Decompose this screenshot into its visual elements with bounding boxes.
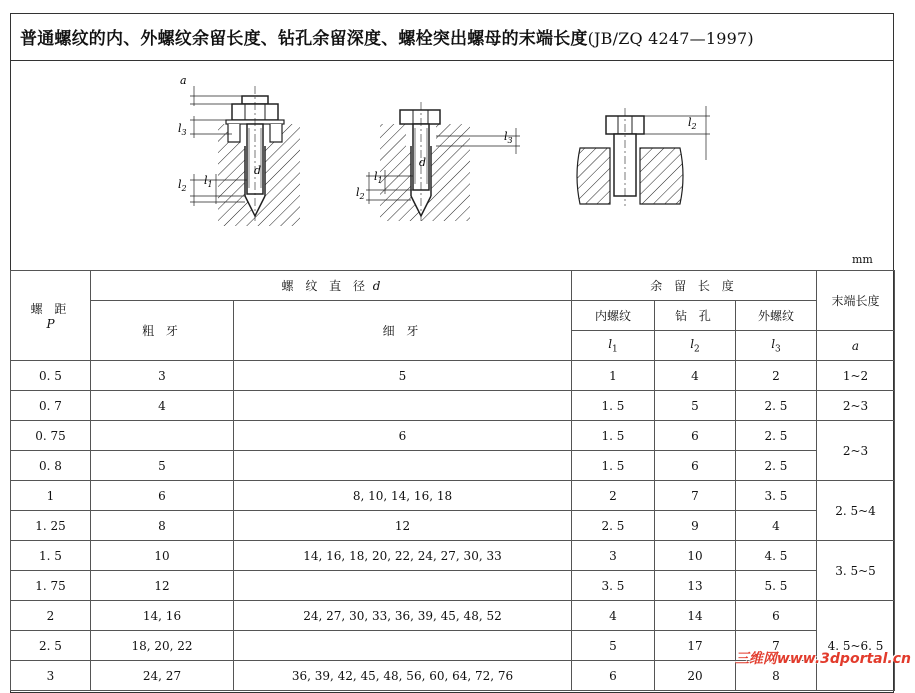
- label-l1-fig2: $l_1$: [374, 170, 383, 185]
- cell-fine: [234, 571, 572, 601]
- cell-l1: 6: [572, 661, 655, 691]
- table-row: [11, 601, 895, 631]
- cell-fine: 36, 39, 42, 45, 48, 56, 60, 64, 72, 76: [234, 661, 572, 691]
- cell-l2: 13: [655, 571, 736, 601]
- cell-l1: 1. 5: [572, 391, 655, 421]
- cell-coarse: 18, 20, 22: [91, 631, 234, 661]
- cell-l2: 10: [655, 541, 736, 571]
- cell-l1: 2: [572, 481, 655, 511]
- site-watermark: 三维网www.3dportal.cn: [734, 651, 911, 667]
- cell-l3: 2. 5: [736, 451, 817, 481]
- cell-pitch: 1. 5: [11, 541, 91, 571]
- cell-fine: [234, 391, 572, 421]
- cell-coarse: 14, 16: [91, 601, 234, 631]
- cell-fine: 6: [234, 421, 572, 451]
- header-l3: $l_3$: [736, 331, 817, 361]
- table-row: [11, 421, 895, 451]
- table-row: [11, 451, 895, 481]
- cell-l2: 9: [655, 511, 736, 541]
- cell-fine: 14, 16, 18, 20, 22, 24, 27, 30, 33: [234, 541, 572, 571]
- label-l2-fig3: $l_2$: [688, 116, 697, 131]
- label-l3-fig2: $l_3$: [504, 130, 513, 145]
- cell-pitch: 0. 5: [11, 361, 91, 391]
- cell-l1: 4: [572, 601, 655, 631]
- header-coarse: 粗 牙: [91, 301, 234, 361]
- label-a: a: [180, 76, 187, 87]
- header-row-2: [11, 301, 895, 331]
- cell-pitch: 0. 7: [11, 391, 91, 421]
- title-standard: (JB/ZQ 4247—1997): [587, 29, 754, 48]
- cell-l3: 6: [736, 601, 817, 631]
- cell-coarse: 3: [91, 361, 234, 391]
- header-drill: 钻 孔: [655, 301, 736, 331]
- cell-l1: 1. 5: [572, 451, 655, 481]
- cell-coarse: [91, 421, 234, 451]
- label-l2-fig1: $l_2$: [178, 178, 187, 193]
- figure-bolt-protrusion: [577, 106, 710, 206]
- cell-l1: 1: [572, 361, 655, 391]
- label-l1-fig1: $l_1$: [204, 174, 213, 189]
- title-divider: [10, 60, 894, 61]
- cell-pitch: 3: [11, 661, 91, 691]
- header-diameter: 螺 纹 直 径 d: [91, 271, 572, 301]
- header-remain-length: 余 留 长 度: [572, 271, 817, 301]
- label-d-fig1: d: [254, 164, 262, 177]
- header-a: a: [817, 331, 895, 361]
- cell-pitch: 0. 75: [11, 421, 91, 451]
- cell-pitch: 1. 25: [11, 511, 91, 541]
- cell-l3: 4: [736, 511, 817, 541]
- header-fine: 细 牙: [234, 301, 572, 361]
- cell-l3: 5. 5: [736, 571, 817, 601]
- header-l2: $l_2$: [655, 331, 736, 361]
- figure-screw-in-tapped-hole: [356, 102, 520, 221]
- cell-coarse: 4: [91, 391, 234, 421]
- cell-a: 2. 5~4: [817, 481, 895, 541]
- cell-fine: 12: [234, 511, 572, 541]
- title-main: 普通螺纹的内、外螺纹余留长度、钻孔余留深度、螺栓突出螺母的末端长度: [20, 29, 588, 49]
- cell-fine: [234, 631, 572, 661]
- cell-fine: 24, 27, 30, 33, 36, 39, 45, 48, 52: [234, 601, 572, 631]
- cell-pitch: 1. 75: [11, 571, 91, 601]
- cell-l2: 20: [655, 661, 736, 691]
- cell-coarse: 6: [91, 481, 234, 511]
- table-row: [11, 361, 895, 391]
- table-row: [11, 541, 895, 571]
- cell-l1: 1. 5: [572, 421, 655, 451]
- cell-l3: 7: [736, 631, 817, 661]
- cell-l3: 3. 5: [736, 481, 817, 511]
- cell-pitch: 0. 8: [11, 451, 91, 481]
- page-title: [20, 24, 754, 54]
- label-l2-fig2: $l_2$: [356, 186, 365, 201]
- cell-a: 4. 5~6. 5: [817, 601, 895, 691]
- table-row: [11, 571, 895, 601]
- cell-a: 3. 5~5: [817, 541, 895, 601]
- table-row: [11, 481, 895, 511]
- table-row: [11, 511, 895, 541]
- cell-l3: 8: [736, 661, 817, 691]
- cell-fine: 8, 10, 14, 16, 18: [234, 481, 572, 511]
- cell-fine: [234, 451, 572, 481]
- header-row-1: [11, 271, 895, 301]
- header-end-length: 末端长度: [817, 271, 895, 331]
- label-d-fig2: d: [419, 156, 427, 169]
- cell-coarse: 8: [91, 511, 234, 541]
- cell-coarse: 24, 27: [91, 661, 234, 691]
- cell-coarse: 10: [91, 541, 234, 571]
- unit-label: mm: [852, 253, 873, 266]
- cell-l2: 5: [655, 391, 736, 421]
- cell-l1: 2. 5: [572, 511, 655, 541]
- cell-a: 1~2: [817, 361, 895, 391]
- header-internal: 内螺纹: [572, 301, 655, 331]
- spec-table: [10, 270, 895, 691]
- cell-pitch: 1: [11, 481, 91, 511]
- cell-l2: 6: [655, 421, 736, 451]
- cell-fine: 5: [234, 361, 572, 391]
- figure-bolt-in-tapped-hole: [178, 76, 300, 226]
- cell-l3: 2: [736, 361, 817, 391]
- cell-l3: 4. 5: [736, 541, 817, 571]
- header-external: 外螺纹: [736, 301, 817, 331]
- cell-l2: 14: [655, 601, 736, 631]
- thread-diagram: [170, 76, 730, 236]
- header-pitch: 螺 距 P: [11, 271, 91, 361]
- cell-l1: 3. 5: [572, 571, 655, 601]
- cell-l1: 3: [572, 541, 655, 571]
- cell-l1: 5: [572, 631, 655, 661]
- cell-l3: 2. 5: [736, 391, 817, 421]
- cell-l2: 17: [655, 631, 736, 661]
- cell-coarse: 5: [91, 451, 234, 481]
- cell-pitch: 2. 5: [11, 631, 91, 661]
- cell-a: 2~3: [817, 391, 895, 421]
- label-l3-fig1: $l_3$: [178, 122, 187, 137]
- cell-l2: 4: [655, 361, 736, 391]
- table-row: [11, 391, 895, 421]
- cell-l3: 2. 5: [736, 421, 817, 451]
- cell-a: 2~3: [817, 421, 895, 481]
- cell-coarse: 12: [91, 571, 234, 601]
- cell-l2: 7: [655, 481, 736, 511]
- cell-l2: 6: [655, 451, 736, 481]
- header-l1: $l_1$: [572, 331, 655, 361]
- cell-pitch: 2: [11, 601, 91, 631]
